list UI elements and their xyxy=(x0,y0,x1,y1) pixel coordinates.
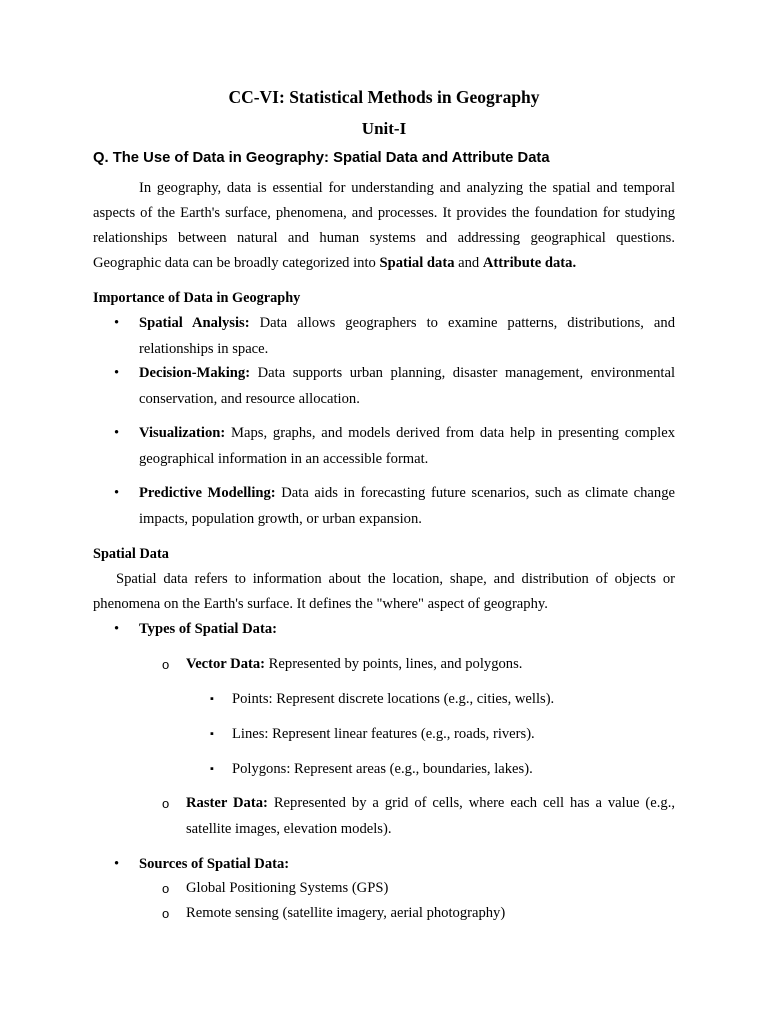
unit-heading: Unit-I xyxy=(361,119,407,138)
item-term: Raster Data: xyxy=(186,795,268,811)
list-item xyxy=(114,481,675,532)
bullet-mark: • xyxy=(114,365,120,381)
list-item xyxy=(162,652,675,678)
importance-heading: Importance of Data in Geography xyxy=(93,290,301,306)
item-text: Remote sensing (satellite imagery, aerial photography) xyxy=(186,905,506,921)
spatial-heading: Spatial Data xyxy=(93,546,169,562)
bullet-mark: • xyxy=(114,856,120,872)
item-text: Polygons: Represent areas (e.g., boundaries, lakes). xyxy=(232,761,533,777)
list-item xyxy=(114,421,675,472)
square-mark: ▪ xyxy=(210,728,214,740)
item-term: Spatial Analysis: xyxy=(139,315,250,331)
page-title: CC-VI: Statistical Methods in Geography xyxy=(228,87,540,107)
intro-paragraph xyxy=(93,176,675,276)
question-heading: Q. The Use of Data in Geography: Spatial Data and Attribute Data xyxy=(93,150,550,166)
list-item xyxy=(114,617,675,643)
item-text: Maps, graphs, and models derived from data help in presenting complex geographical information in an accessible format. xyxy=(139,425,675,467)
bullet-mark: • xyxy=(114,425,120,441)
bullet-mark: • xyxy=(114,485,120,501)
item-text: Global Positioning Systems (GPS) xyxy=(186,880,389,896)
circle-mark: o xyxy=(162,796,170,811)
intro-mid: and xyxy=(454,255,483,271)
bullet-mark: • xyxy=(114,315,120,331)
sources-heading: Sources of Spatial Data: xyxy=(139,856,290,872)
list-item xyxy=(162,791,675,842)
circle-mark: o xyxy=(162,881,170,896)
square-mark: ▪ xyxy=(210,763,214,775)
bullet-mark: • xyxy=(114,621,120,637)
item-term: Vector Data: xyxy=(186,656,266,672)
list-item xyxy=(114,311,676,362)
item-text: Data supports urban planning, disaster management, environmental conservation, and resource allocation. xyxy=(139,365,675,407)
types-heading: Types of Spatial Data: xyxy=(139,621,277,637)
intro-text: In geography, data is essential for understanding and analyzing the spatial and temporal aspects of the Earth's surface, phenomena, and processes. It provides the foundation for studying relationships between natural and human systems and addressing geographical questions. Geographic data can be broadly categorized into xyxy=(93,180,675,271)
list-item xyxy=(210,687,675,712)
circle-mark: o xyxy=(162,906,170,921)
list-item xyxy=(210,757,675,782)
item-text: Lines: Represent linear features (e.g., roads, rivers). xyxy=(232,726,535,742)
item-text: Represented by points, lines, and polygons. xyxy=(265,656,523,672)
item-text: Data allows geographers to examine patterns, distributions, and relationships in space. xyxy=(139,315,676,357)
item-text: Represented by a grid of cells, where each cell has a value (e.g., satellite images, elevation models). xyxy=(186,795,675,837)
item-text: Points: Represent discrete locations (e.g., cities, wells). xyxy=(232,691,555,707)
item-term: Decision-Making: xyxy=(139,365,251,381)
list-item xyxy=(114,361,675,412)
item-text: Data aids in forecasting future scenarios, such as climate change impacts, population growth, or urban expansion. xyxy=(139,485,675,527)
item-term: Predictive Modelling: xyxy=(139,485,276,501)
spatial-intro-paragraph: Spatial data refers to information about the location, shape, and distribution of objects or phenomena on the Earth's surface. It defines the "where" aspect of geography. xyxy=(93,571,675,612)
intro-bold-spatial: Spatial data xyxy=(379,255,455,271)
list-item xyxy=(162,901,675,927)
list-item xyxy=(162,876,675,902)
list-item xyxy=(210,722,675,747)
list-item xyxy=(114,852,675,878)
intro-bold-attribute: Attribute data. xyxy=(482,255,577,271)
square-mark: ▪ xyxy=(210,693,214,705)
circle-mark: o xyxy=(162,657,170,672)
item-term: Visualization: xyxy=(139,425,226,441)
